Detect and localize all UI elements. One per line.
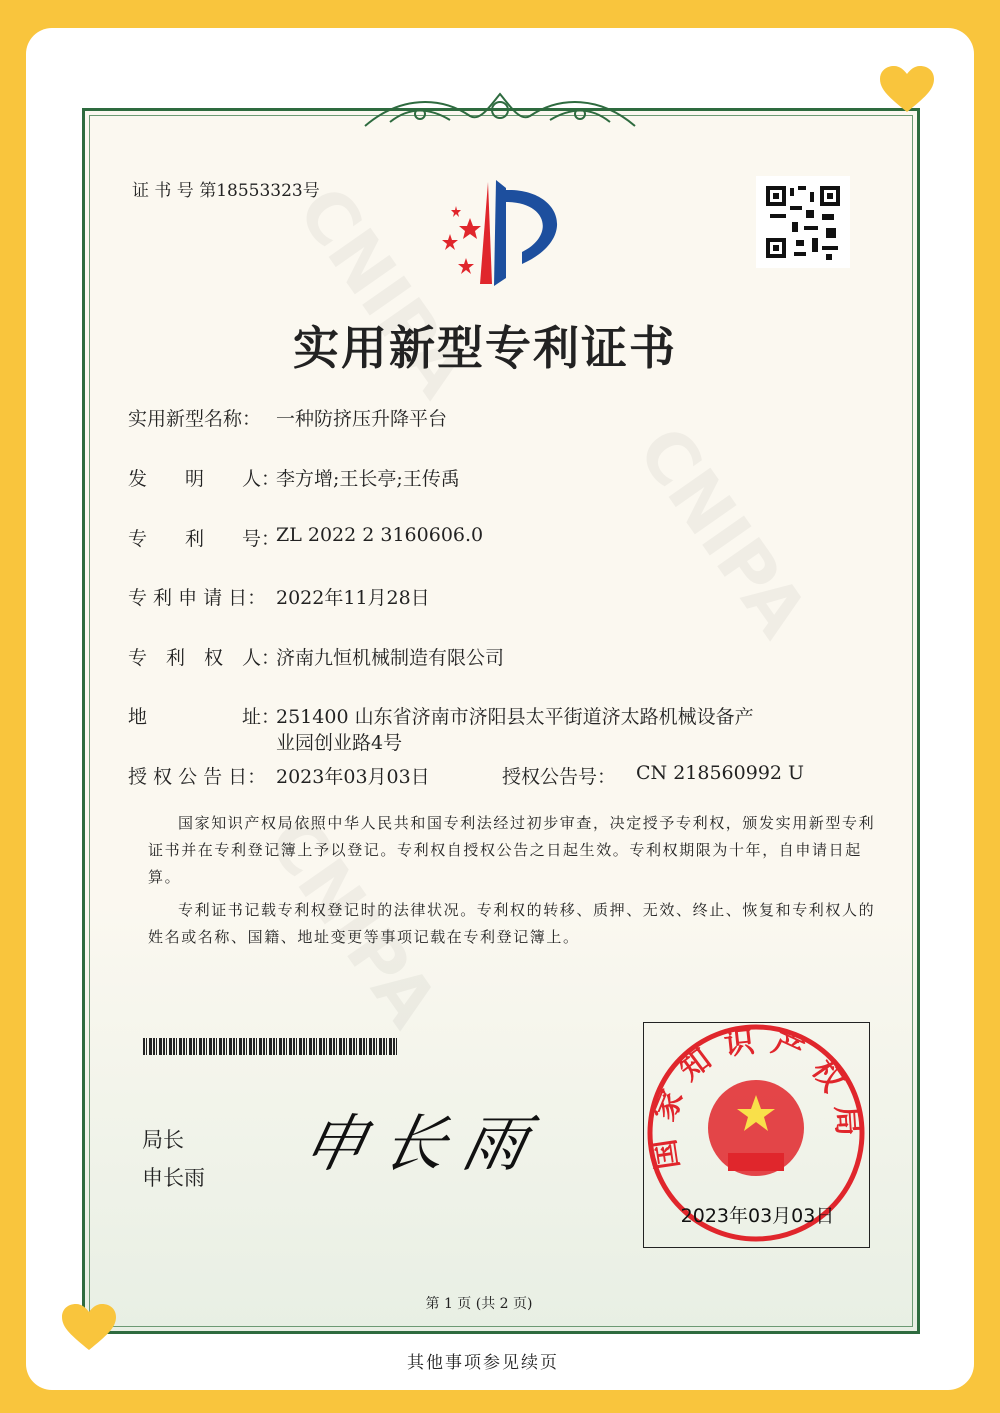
ornament-icon xyxy=(360,86,640,132)
field-value-address: 251400 山东省济南市济阳县太平街道济太路机械设备产 xyxy=(276,706,754,728)
continue-note: 其他事项参见续页 xyxy=(385,1346,581,1380)
statement-paragraph: 国家知识产权局依照中华人民共和国专利法经过初步审查，决定授予专利权，颁发实用新型专利证书并在专利登记簿上予以登记。专利权自授权公告之日起生效。专利权期限为十年，自申请日起算。 xyxy=(148,814,876,886)
qr-code xyxy=(756,176,850,268)
field-value-name: 一种防挤压升降平台 xyxy=(276,408,448,430)
field-value-announcement-no: CN 218560992 U xyxy=(636,762,805,784)
statement-paragraph: 专利证书记载专利权登记时的法律状况。专利权的转移、质押、无效、终止、恢复和专利权人的姓名或名称、国籍、地址变更等事项记载在专利登记簿上。 xyxy=(148,901,876,946)
field-label-inventor: 发 明 人： xyxy=(128,468,281,490)
director-signature: 申长雨 xyxy=(296,1107,552,1180)
director-name: 申长雨 xyxy=(142,1166,205,1190)
field-value-patent-no: ZL 2022 2 3160606.0 xyxy=(276,524,484,546)
barcode xyxy=(143,1038,397,1055)
field-value-inventor: 李方增;王长亭;王传禹 xyxy=(276,468,460,490)
certificate-number: 证 书 号 第18553323号 xyxy=(132,181,320,201)
field-label-announcement-no: 授权公告号： xyxy=(502,766,617,788)
field-value-filing-date: 2022年11月28日 xyxy=(276,587,430,609)
svg-text:国家知识产权局: 国家知识产权局 xyxy=(644,1023,867,1172)
field-label-filing-date: 专 利 申 请 日： xyxy=(128,587,267,609)
page-indicator: 第 1 页 (共 2 页) xyxy=(425,1296,533,1312)
field-value-patentee: 济南九恒机械制造有限公司 xyxy=(276,647,505,669)
field-label-address: 地 址： xyxy=(128,706,281,728)
page-title: 实用新型专利证书 xyxy=(293,321,677,375)
field-label-patent-no: 专 利 号： xyxy=(128,528,281,550)
seal-date: 2023年03月03日 xyxy=(680,1205,835,1227)
heart-icon xyxy=(880,66,934,114)
director-title: 局长 xyxy=(142,1128,184,1152)
cnipa-logo-icon xyxy=(430,178,575,290)
field-label-name: 实用新型名称： xyxy=(128,408,262,430)
field-value-grant-date: 2023年03月03日 xyxy=(276,766,430,788)
field-label-patentee: 专 利 权 人： xyxy=(128,647,281,669)
field-value-address-line2: 业园创业路4号 xyxy=(276,732,403,754)
watermark xyxy=(622,412,824,652)
seal-box xyxy=(643,1022,870,1248)
field-label-grant-date: 授 权 公 告 日： xyxy=(128,766,267,788)
